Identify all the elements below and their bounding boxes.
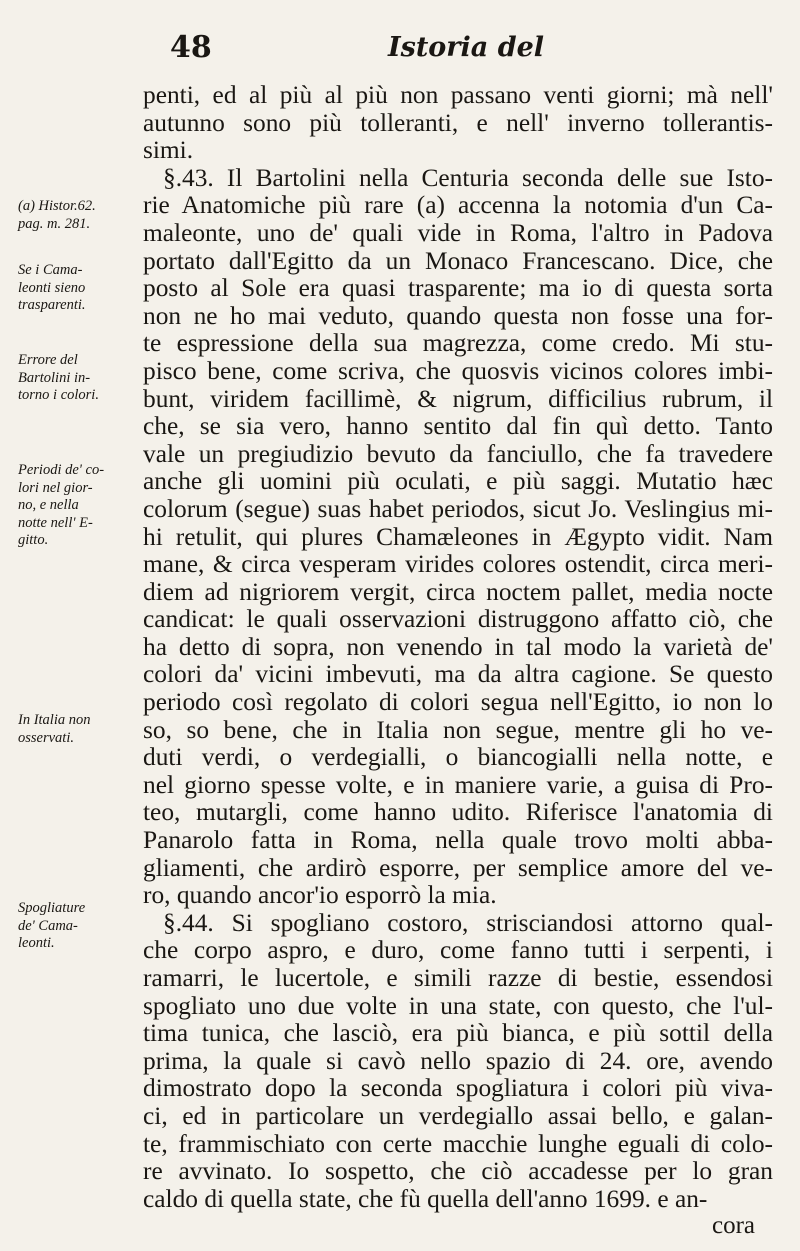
text-line: vale un pregiudizio bevuto da fanciullo, che fa travedere [143,439,773,468]
text-line: periodo così regolato di colori segua nell'Egitto, io non lo [143,688,773,717]
text-line: mane, & circa vesperam virides colores ostendit, circa meri- [143,550,773,579]
margin-note-line: leonti. [18,935,55,951]
margin-note-line: de' Cama- [18,917,78,934]
margin-note-line: (a) Histor.62. [18,198,96,214]
page-number: 48 [170,30,212,65]
margin-note-line: pag. m. 281. [18,215,91,232]
margin-note-trasparenti [18,262,143,315]
text-line: colorum (segue) suas habet periodos, sicut Jo. Veslingius mi- [143,494,773,523]
text-line: so, so bene, che in Italia non segue, mentre gli ho ve- [143,715,773,744]
text-line: posto al Sole era quasi trasparente; ma io di questa sorta [143,274,773,303]
text-line: teo, mutargli, come hanno udito. Riferisce l'anatomia di [143,798,773,827]
margin-note-line: osservati. [18,729,74,746]
text-line: non ne ho mai veduto, quando questa non fosse una for- [143,301,773,330]
margin-note-line: notte nell' E- [18,514,93,531]
text-line: che, se sia vero, hanno sentito dal fin quì detto. Tanto [143,412,773,441]
margin-note-italia [18,712,143,747]
text-line: ramarri, le lucertole, e simili razze di bestie, essendosi [143,964,773,992]
page-header [0,30,800,70]
text-line: ci, ed in particolare un verdegiallo assai bello, e galan- [143,1101,773,1130]
text-line: hi retulit, qui plures Chamæleones in Ægypto vidit. Nam [143,522,773,551]
margin-note-line: Spogliature [18,900,86,916]
text-line: colori da' vicini imbevuti, ma da altra cagione. Se questo [143,660,773,689]
margin-note-line: Periodi de' co- [18,462,105,478]
text-line: autunno sono più tolleranti, e nell' inverno tollerantis- [143,108,773,137]
text-line: che corpo aspro, e duro, come fanno tutti i serpenti, i [143,936,773,965]
margin-note-line: gitto. [18,532,49,548]
text-line: nel giorno spesse volte, e in maniere varie, a guisa di Pro- [143,770,773,799]
text-line: diem ad nigriorem vergit, circa noctem pallet, media nocte [143,577,773,606]
margin-note-line: Errore del [18,352,78,368]
text-line: duti verdi, o verdegialli, o biancogialli nella notte, e [143,743,773,772]
text-line: Panarolo fatta in Roma, nella quale trovo molti abba- [143,826,773,855]
margin-note-line: Bartolini in- [18,369,91,386]
text-line: caldo di quella state, che fù quella dell'anno 1699. e an- [143,1184,708,1213]
text-line: tima tunica, che lasciò, era più bianca, e più sottil della [143,1019,773,1048]
margin-note-periodi [18,462,143,550]
text-line: §.43. Il Bartolini nella Centuria seconda delle sue Isto- [163,163,773,192]
text-line: penti, ed al più al più non passano venti giorni; mà nell' [143,81,773,109]
catchword: cora [711,1212,755,1239]
text-line: portato dall'Egitto da un Monaco Francescano. Dice, che [143,246,773,275]
text-line: prima, la quale si cavò nello spazio di 24. ore, avendo [143,1046,773,1075]
text-line: ha detto di sopra, non venendo in tal modo la varietà de' [143,632,773,661]
margin-note-reference [18,198,143,233]
margin-note-line: Se i Cama- [18,262,83,278]
body-text [143,82,773,1213]
margin-note-errore [18,352,143,405]
text-line: maleonte, uno de' quali vide in Roma, l'altro in Padova [143,218,773,247]
margin-note-line: torno i colori. [18,387,99,403]
margin-note-line: leonti sieno [18,279,86,296]
running-title: Istoria del [388,32,545,63]
text-line: te espressione della sua magrezza, come credo. Mi stu- [143,329,773,358]
margin-note-line: In Italia non [18,712,91,728]
text-line: §.44. Si spogliano costoro, strisciandosi attorno qual- [163,908,773,937]
text-line: simi. [143,136,194,165]
text-line: ro, quando ancor'io esporrò la mia. [143,881,497,910]
text-line: spogliato uno due volte in una state, con questo, che l'ul- [143,991,773,1020]
text-line: dimostrato dopo la seconda spogliatura i colori più viva- [143,1074,773,1103]
margin-note-line: trasparenti. [18,297,86,313]
text-line: gliamenti, che ardirò esporre, per semplice amore del ve- [143,853,773,882]
margin-note-line: lori nel gior- [18,479,93,496]
text-line: anche gli uomini più oculati, e più saggi. Mutatio hæc [143,467,773,496]
text-line: rie Anatomiche più rare (a) accenna la notomia d'un Ca- [143,191,773,220]
margin-note-line: no, e nella [18,497,79,513]
text-line: candicat: le quali osservazioni distruggono affatto ciò, che [143,605,773,634]
text-line: bunt, viridem facillimè, & nigrum, difficilius rubrum, il [143,384,773,413]
text-line: pisco bene, come scriva, che quosvis vicinos colores imbi- [143,356,773,385]
text-line: re avvinato. Io sospetto, che ciò accadesse per lo gran [143,1157,773,1186]
margin-note-spogliature [18,900,143,953]
text-line: te, frammischiato con certe macchie lunghe eguali di colo- [143,1129,773,1158]
